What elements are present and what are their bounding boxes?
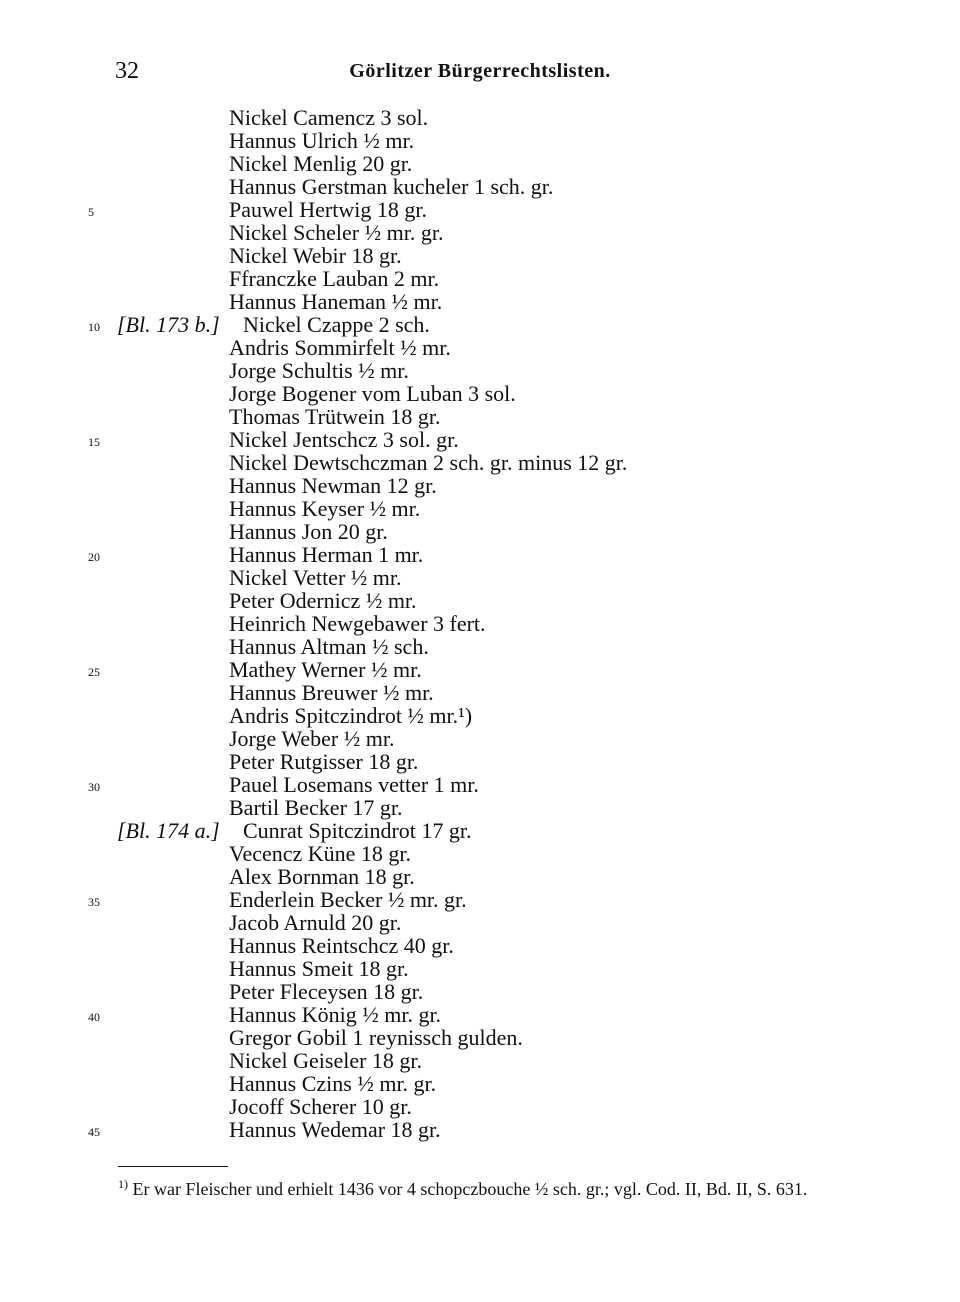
list-item	[0, 1049, 960, 1072]
entry-text: Enderlein Becker ½ mr. gr.	[229, 887, 467, 912]
entry-text: Hannus König ½ mr. gr.	[229, 1002, 442, 1027]
footnote	[118, 1174, 848, 1200]
list-item	[0, 819, 960, 842]
folio-reference: [Bl. 174 a.]	[117, 818, 220, 843]
entry-text: Peter Rutgisser 18 gr.	[229, 749, 419, 774]
list-item	[0, 842, 960, 865]
list-item	[0, 106, 960, 129]
line-number: 25	[88, 665, 100, 679]
list-item	[0, 267, 960, 290]
list-item	[0, 612, 960, 635]
entry-text: Ffranczke Lauban 2 mr.	[229, 266, 440, 291]
list-item	[0, 198, 960, 221]
list-item	[0, 405, 960, 428]
entry-text: Bartil Becker 17 gr.	[229, 795, 403, 820]
entry-text: Andris Sommirfelt ½ mr.	[229, 335, 451, 360]
list-item	[0, 727, 960, 750]
list-item	[0, 359, 960, 382]
entry-text: Nickel Jentschcz 3 sol. gr.	[229, 427, 459, 452]
entry-text: Nickel Dewtschczman 2 sch. gr. minus 12 gr.	[229, 450, 628, 475]
list-item	[0, 980, 960, 1003]
list-item	[0, 129, 960, 152]
page-number: 32	[115, 58, 139, 84]
list-item	[0, 635, 960, 658]
footnote-marker: 1)	[118, 1177, 128, 1191]
line-number: 40	[88, 1010, 100, 1024]
list-item	[0, 474, 960, 497]
entry-text: Hannus Altman ½ sch.	[229, 634, 429, 659]
list-item	[0, 1095, 960, 1118]
list-item	[0, 175, 960, 198]
entry-text: Vecencz Küne 18 gr.	[229, 841, 412, 866]
list-item	[0, 336, 960, 359]
entry-text: Nickel Czappe 2 sch.	[243, 312, 430, 337]
list-item	[0, 1118, 960, 1141]
entry-text: Hannus Newman 12 gr.	[229, 473, 437, 498]
line-number: 45	[88, 1125, 100, 1139]
line-number: 35	[88, 895, 100, 909]
list-item	[0, 244, 960, 267]
entry-text: Hannus Jon 20 gr.	[229, 519, 388, 544]
list-item	[0, 566, 960, 589]
entry-text: Hannus Herman 1 mr.	[229, 542, 424, 567]
list-item	[0, 589, 960, 612]
entry-text: Hannus Breuwer ½ mr.	[229, 680, 434, 705]
entry-text: Hannus Wedemar 18 gr.	[229, 1117, 441, 1142]
entry-text: Hannus Gerstman kucheler 1 sch. gr.	[229, 174, 554, 199]
list-item	[0, 911, 960, 934]
list-item	[0, 543, 960, 566]
line-number: 20	[88, 550, 100, 564]
entry-text: Andris Spitczindrot ½ mr.¹)	[229, 703, 473, 728]
entry-text: Jorge Bogener vom Luban 3 sol.	[229, 381, 516, 406]
list-item	[0, 152, 960, 175]
entry-text: Nickel Scheler ½ mr. gr.	[229, 220, 444, 245]
entry-list	[0, 106, 960, 1141]
list-item	[0, 497, 960, 520]
entry-text: Nickel Geiseler 18 gr.	[229, 1048, 423, 1073]
list-item	[0, 704, 960, 727]
list-item	[0, 1026, 960, 1049]
entry-text: Mathey Werner ½ mr.	[229, 657, 422, 682]
entry-text: Hannus Keyser ½ mr.	[229, 496, 421, 521]
entry-text: Heinrich Newgebawer 3 fert.	[229, 611, 486, 636]
entry-text: Jacob Arnuld 20 gr.	[229, 910, 402, 935]
running-head: Görlitzer Bürgerrechtslisten.	[349, 60, 611, 82]
list-item	[0, 865, 960, 888]
list-item	[0, 313, 960, 336]
list-item	[0, 957, 960, 980]
entry-text: Hannus Reintschcz 40 gr.	[229, 933, 454, 958]
entry-text: Alex Bornman 18 gr.	[229, 864, 415, 889]
entry-text: Jorge Weber ½ mr.	[229, 726, 395, 751]
list-item	[0, 290, 960, 313]
list-item	[0, 382, 960, 405]
entry-text: Peter Odernicz ½ mr.	[229, 588, 417, 613]
line-number: 30	[88, 780, 100, 794]
folio-reference: [Bl. 173 b.]	[117, 312, 220, 337]
list-item	[0, 888, 960, 911]
list-item	[0, 1072, 960, 1095]
list-item	[0, 658, 960, 681]
footnote-rule	[118, 1166, 228, 1167]
entry-text: Jorge Schultis ½ mr.	[229, 358, 409, 383]
list-item	[0, 750, 960, 773]
line-number: 5	[88, 205, 94, 219]
entry-text: Pauwel Hertwig 18 gr.	[229, 197, 427, 222]
entry-text: Hannus Haneman ½ mr.	[229, 289, 443, 314]
entry-text: Nickel Webir 18 gr.	[229, 243, 402, 268]
entry-text: Hannus Ulrich ½ mr.	[229, 128, 415, 153]
list-item	[0, 681, 960, 704]
list-item	[0, 773, 960, 796]
entry-text: Thomas Trütwein 18 gr.	[229, 404, 441, 429]
entry-text: Gregor Gobil 1 reynissch gulden.	[229, 1025, 523, 1050]
entry-text: Nickel Vetter ½ mr.	[229, 565, 402, 590]
list-item	[0, 428, 960, 451]
list-item	[0, 796, 960, 819]
line-number: 15	[88, 435, 100, 449]
list-item	[0, 451, 960, 474]
entry-text: Cunrat Spitczindrot 17 gr.	[243, 818, 472, 843]
entry-text: Nickel Menlig 20 gr.	[229, 151, 413, 176]
entry-text: Hannus Czins ½ mr. gr.	[229, 1071, 437, 1096]
list-item	[0, 934, 960, 957]
line-number: 10	[88, 320, 100, 334]
entry-text: Pauel Losemans vetter 1 mr.	[229, 772, 479, 797]
entry-text: Nickel Camencz 3 sol.	[229, 105, 429, 130]
list-item	[0, 1003, 960, 1026]
list-item	[0, 221, 960, 244]
entry-text: Hannus Smeit 18 gr.	[229, 956, 409, 981]
footnote-text: Er war Fleischer und erhielt 1436 vor 4 schopczbouche ½ sch. gr.; vgl. Cod. II, Bd. II, S. 631.	[132, 1179, 808, 1199]
entry-text: Peter Fleceysen 18 gr.	[229, 979, 424, 1004]
entry-text: Jocoff Scherer 10 gr.	[229, 1094, 412, 1119]
list-item	[0, 520, 960, 543]
